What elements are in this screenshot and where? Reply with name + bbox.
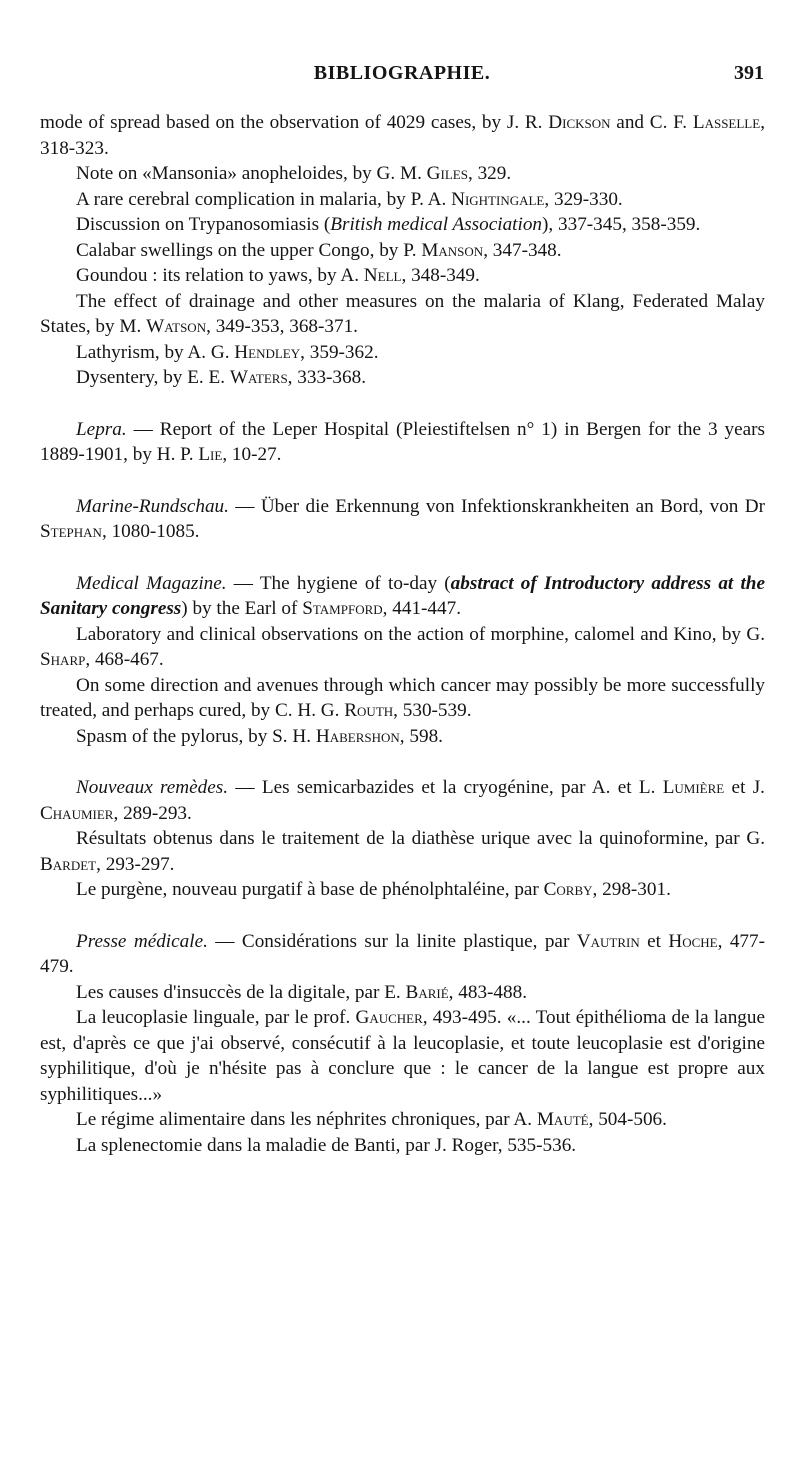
entry-text: Calabar swellings on the upper Congo, by P. [76,239,422,261]
bibliography-entry [40,1107,765,1133]
entry-text: Lathyrism, by A. G. [76,341,235,363]
author-name: Nell [363,265,402,286]
author-name: Hoche [668,930,718,952]
entry-text: On some direction and avenues through which cancer may possibly be more successfully treated, and perhaps cured, by C. H. G. [40,674,765,721]
entry-text: — The hygiene of to-day ( [226,572,451,594]
author-name: Habershon [315,725,400,747]
author-name: Lasselle [692,112,761,133]
author-name: Manson [421,239,484,261]
bibliography-entry [40,494,765,545]
bibliography-entry [40,365,765,391]
author-name: Barié [405,981,449,1003]
entry-text: , 504-506. [588,1109,667,1130]
journal-name: Presse médicale. [76,930,208,952]
journal-name: Medical Magazine. [76,572,227,594]
section-gap [40,903,765,929]
entry-text: , 468-467. [85,649,164,670]
entry-text: Discussion on Trypanosomiasis ( [76,214,331,235]
bibliography-entry [40,417,765,468]
section-gap [40,545,765,571]
entry-text: — Über die Erkennung von Infektionskrankheiten an Bord, von Dr [228,495,765,517]
entry-text: ) by the Earl of [181,598,303,619]
entry-text: , 483-488. [448,981,528,1003]
bibliography-entry [40,571,765,622]
bibliography-entry [40,929,765,980]
section-gap [40,749,765,775]
author-name: Gaucher [355,1007,423,1028]
entry-text: Le régime alimentaire dans les néphrites chroniques, par A. [76,1109,537,1130]
bibliography-entry [40,161,765,187]
entry-text: , 298-301. [592,879,671,900]
entry-text: Résultats obtenus dans le traitement de la diathèse urique avec la quinoformine, par G. [76,828,765,849]
entry-text: Les causes d'insuccès de la digitale, par E. [76,981,406,1003]
entry-text: , 348-349. [401,265,480,286]
author-name: Bardet [40,853,97,875]
entry-text: et J. [724,777,765,798]
entry-text: La splenectomie dans la maladie de Banti, par J. Roger, 535-536. [76,1134,577,1156]
section-gap [40,391,765,417]
bibliography-entry [40,238,765,264]
bibliography-entry [40,340,765,366]
author-name: Giles [426,163,468,184]
bibliography-entry [40,673,765,724]
bibliography-entry [40,775,765,826]
bibliography-entry [40,877,765,903]
bibliography-entry [40,263,765,289]
bibliography-content [40,110,765,1158]
entry-text: , 530-539. [393,700,472,721]
journal-name: Lepra. [76,418,127,440]
author-name: Lumière [662,777,725,798]
author-name: Mauté [536,1109,589,1130]
author-name: Stampford [302,598,383,619]
author-name: Lie [198,444,223,465]
entry-text: , 318-323. [40,112,765,159]
bibliography-entry [40,1133,765,1159]
entry-emphasis-text: abstract of Introductory address at the Sanitary congress [40,572,765,619]
author-name: Chaumier [40,802,114,824]
author-name: Corby [543,879,593,900]
entry-text: , 329. [467,163,512,184]
entry-text: , 598. [399,725,443,747]
bibliography-entry [40,622,765,673]
entry-text: A rare cerebral complication in malaria, by P. A. [76,188,452,210]
author-name: Stephan [40,521,102,542]
bibliography-entry [40,1005,765,1107]
author-name: Routh [344,700,394,721]
author-name: Watson [146,316,207,337]
bibliography-entry [40,289,765,340]
entry-text: , 347-348. [483,239,562,261]
entry-text: — Report of the Leper Hospital (Pleiestiftelsen n° 1) in Bergen for the 3 years 1889-1901, by H. P. [40,418,765,465]
entry-text: , 293-297. [96,853,175,875]
entry-text: Laboratory and clinical observations on the action of morphine, calomel and Kino, by G. [76,623,765,645]
bibliography-entry [40,724,765,750]
entry-text: La leucoplasie linguale, par le prof. [76,1007,356,1028]
author-name: Nightingale [451,188,545,210]
entry-text: Spasm of the pylorus, by S. H. [76,725,316,747]
author-name: Sharp [40,649,86,670]
running-title: BIBLIOGRAPHIE. [313,62,491,84]
journal-name: Marine-Rundschau. [76,495,229,517]
page-number: 391 [734,62,764,84]
entry-text: et [639,930,669,952]
bibliography-entry [40,980,765,1006]
author-name: Dickson [548,112,611,133]
entry-text: Goundou : its relation to yaws, by A. [76,265,364,286]
bibliography-entry [40,212,765,238]
entry-text: , 1080-1085. [101,521,200,542]
bibliography-entry [40,826,765,877]
entry-text: , 441-447. [382,598,461,619]
entry-text: — Les semicarbazides et la cryogénine, par A. et L. [228,777,663,798]
entry-text: , 349-353, 368-371. [206,316,358,337]
entry-text: Le purgène, nouveau purgatif à base de phénolphtaléine, par [76,879,544,900]
entry-text: , 289-293. [113,802,192,824]
entry-text: , 10-27. [222,444,282,465]
entry-text: , 329-330. [544,188,623,210]
entry-text: ), 337-345, 358-359. [542,214,701,235]
entry-text: Note on «Mansonia» anopheloides, by G. M. [76,163,427,184]
entry-text: , 493-495. «... Tout épithélioma de la langue est, d'après ce que j'ai observé, consécutif à la leucoplasie, et toute leucoplasie est d'origine syphilitique, d'où je n'hésite pas à conclure que : le cancer de la langue est propre aux syphilitiques...» [40,1007,765,1105]
bibliography-entry [40,110,765,161]
entry-text: Dysentery, by E. E. [76,367,230,388]
entry-text: , 359-362. [300,341,379,363]
entry-text: The effect of drainage and other measures on the malaria of Klang, Federated Malay States, by M. [40,290,765,337]
bibliography-entry [40,187,765,213]
section-gap [40,468,765,494]
entry-text: mode of spread based on the observation of 4029 cases, by J. R. [40,112,549,133]
journal-name: Nouveaux remèdes. [76,777,229,798]
entry-text: — Considérations sur la linite plastique, par [207,930,577,952]
entry-text: , 333-368. [287,367,367,388]
author-name: Hendley [234,341,301,363]
author-name: Waters [229,367,288,388]
page-header [40,62,764,96]
author-name: Vautrin [576,930,640,952]
entry-italic-text: British medical Association [330,214,543,235]
entry-text: , 477-479. [40,930,765,977]
entry-text: and C. F. [610,112,693,133]
